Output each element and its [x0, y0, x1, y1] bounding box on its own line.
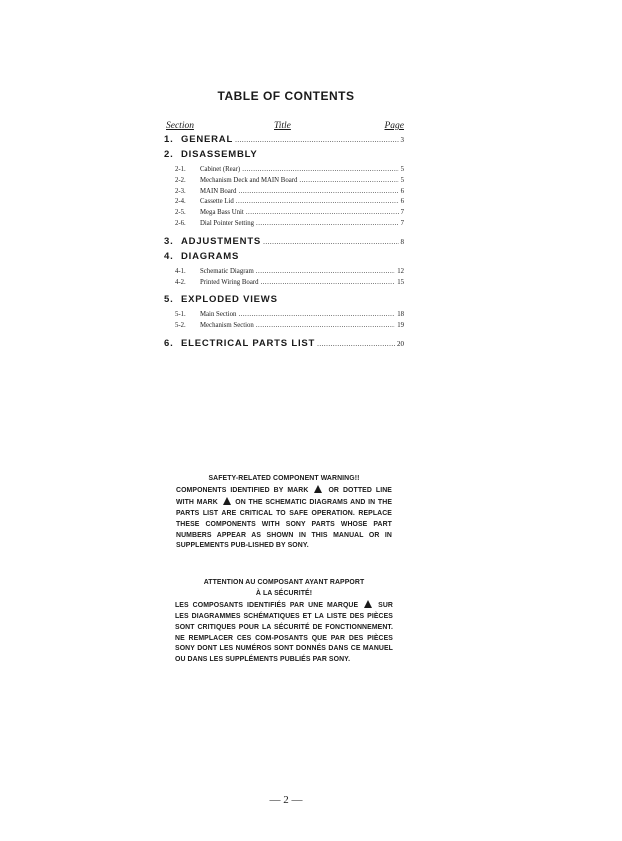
page-title: TABLE OF CONTENTS — [217, 89, 355, 103]
toc-subentry-number: 4-2. — [175, 278, 186, 286]
toc-entry-electrical-parts-list[interactable] — [164, 338, 404, 352]
toc-entry-page: 3 — [400, 136, 404, 144]
toc-subentry-page: 5 — [400, 166, 404, 173]
leader-dots — [256, 322, 395, 329]
toc-subentry[interactable] — [164, 177, 404, 188]
safety-warning-title: ATTENTION AU COMPOSANT AYANT RAPPORT — [203, 579, 365, 586]
toc-subentry-page: 7 — [400, 209, 404, 217]
toc-entry-label: DISASSEMBLY — [181, 149, 258, 160]
leader-dots — [235, 136, 398, 144]
leader-dots — [256, 268, 395, 275]
safety-warning-text: LES COMPOSANTS IDENTIFIÉS PAR UNE MARQUE — [175, 601, 359, 609]
toc-subentry-label: Mega Bass Unit — [200, 209, 244, 217]
toc-entry-disassembly[interactable] — [164, 149, 404, 163]
toc-subentry[interactable] — [164, 209, 404, 220]
leader-dots — [236, 198, 399, 205]
toc-subentry-number: 2-3. — [175, 187, 186, 195]
leader-dots — [256, 220, 399, 227]
safety-warning-text: OR DOTTED LINE WITH MARK — [176, 486, 393, 506]
warning-triangle-icon — [223, 497, 231, 505]
toc-entry-number: 4. — [164, 250, 174, 262]
toc-subentry-number: 2-4. — [175, 198, 186, 206]
safety-warning-french — [175, 578, 393, 666]
safety-warning-body — [176, 485, 392, 552]
toc-entry-number: 5. — [164, 294, 174, 306]
safety-warning-text: SUR LES DIAGRAMMES SCHÉMATIQUES ET LA LISTE DES PIÈCES SONT CRITIQUES POUR LA SÉCURITÉ DE FONCTIONNEMENT. NE REMPLACER CES COM-POSANTS QUE PAR DES PIÈCES SONY DONT LES NUMÉROS SONT DONNÉS DANS CE MANUEL OU DANS LES SUPPLÉMENTS PUBLIÉS PAR SONY. — [175, 601, 393, 664]
safety-warning-body — [175, 600, 393, 666]
toc-subentry-label: Printed Wiring Board — [200, 278, 259, 286]
toc-subentry[interactable] — [164, 198, 404, 209]
leader-dots — [263, 238, 398, 246]
toc-subentry-label: Schematic Diagram — [200, 267, 254, 275]
toc-subentry-page: 6 — [400, 187, 404, 195]
toc-subentry-page: 18 — [397, 311, 404, 319]
safety-warning-title: SAFETY-RELATED COMPONENT WARNING!! — [208, 475, 360, 482]
toc-subentry-page: 19 — [397, 322, 404, 330]
safety-warning-title: À LA SÉCURITÉ! — [255, 589, 313, 597]
leader-dots — [238, 188, 398, 195]
warning-triangle-icon — [364, 600, 372, 608]
toc-entry-label: ADJUSTMENTS — [181, 235, 262, 247]
leader-dots — [261, 279, 396, 286]
leader-dots — [299, 177, 398, 184]
toc-subentry-label: MAIN Board — [200, 187, 237, 195]
safety-warning-text: COMPONENTS IDENTIFIED BY MARK — [176, 486, 309, 494]
toc-subentry-number: 2-6. — [175, 219, 186, 227]
toc-subentry-label: Cassette Lid — [200, 198, 234, 206]
toc-subentry-label: Cabinet (Rear) — [200, 166, 241, 173]
page-number: — 2 — — [269, 794, 303, 806]
toc-subentry-number: 4-1. — [175, 267, 186, 275]
toc-subentry-label: Main Section — [200, 311, 237, 319]
toc-entry-label: ELECTRICAL PARTS LIST — [181, 337, 316, 349]
toc-entry-number: 2. — [164, 149, 174, 160]
toc-entry-label: DIAGRAMS — [181, 250, 240, 262]
toc-subentry[interactable] — [164, 279, 404, 290]
table-of-contents — [164, 121, 404, 352]
toc-header-title: Title — [274, 121, 291, 131]
toc-entry-label: GENERAL — [181, 134, 234, 145]
leader-dots — [317, 340, 395, 348]
toc-subentry-number: 5-2. — [175, 322, 186, 330]
safety-warning-text: ON THE SCHEMATIC DIAGRAMS AND IN THE PARTS LIST ARE CRITICAL TO SAFE OPERATION. REPLACE THESE COMPONENTS WITH SONY PARTS WHOSE PART NUMBERS APPEAR AS SHOWN IN THIS MANUAL OR IN SUPPLEMENTS PUB-LISHED BY SONY. — [176, 498, 393, 550]
toc-subentry-number: 2-2. — [175, 176, 186, 184]
leader-dots — [246, 209, 399, 216]
toc-subentry-page: 7 — [400, 219, 404, 227]
toc-subentry-label: Mechanism Deck and MAIN Board — [200, 176, 298, 184]
toc-entry-label: EXPLODED VIEWS — [181, 294, 278, 306]
toc-header-section: Section — [166, 121, 194, 131]
toc-subentry[interactable] — [164, 166, 404, 177]
toc-subentry[interactable] — [164, 220, 404, 231]
toc-subentry[interactable] — [164, 188, 404, 199]
toc-subentry-page: 5 — [400, 176, 404, 184]
toc-subentry-label: Dial Pointer Setting — [200, 219, 254, 227]
toc-subentry[interactable] — [164, 322, 404, 333]
toc-subentry-label: Mechanism Section — [200, 322, 254, 330]
toc-subentry-page: 6 — [400, 198, 404, 206]
toc-subentry-number: 2-1. — [175, 166, 186, 173]
warning-triangle-icon — [314, 485, 322, 493]
toc-header-page: Page — [384, 121, 404, 131]
toc-entry-page: 8 — [400, 237, 404, 246]
toc-entry-diagrams[interactable] — [164, 251, 404, 265]
toc-header — [164, 121, 404, 133]
toc-entry-page: 20 — [397, 339, 404, 348]
toc-subentry[interactable] — [164, 268, 404, 279]
safety-warning-english — [176, 474, 392, 552]
leader-dots — [238, 311, 395, 318]
toc-entry-number: 6. — [164, 337, 174, 349]
toc-entry-number: 1. — [164, 134, 174, 145]
toc-subentry-page: 15 — [397, 278, 404, 286]
toc-subentry-number: 2-5. — [175, 209, 186, 217]
toc-entry-adjustments[interactable] — [164, 236, 404, 250]
toc-entry-exploded-views[interactable] — [164, 294, 404, 308]
leader-dots — [242, 166, 398, 173]
toc-entry-number: 3. — [164, 235, 174, 247]
toc-subentry[interactable] — [164, 311, 404, 322]
toc-entry-general[interactable] — [164, 134, 404, 148]
toc-subentry-page: 12 — [397, 267, 404, 275]
toc-subentry-number: 5-1. — [175, 311, 186, 319]
